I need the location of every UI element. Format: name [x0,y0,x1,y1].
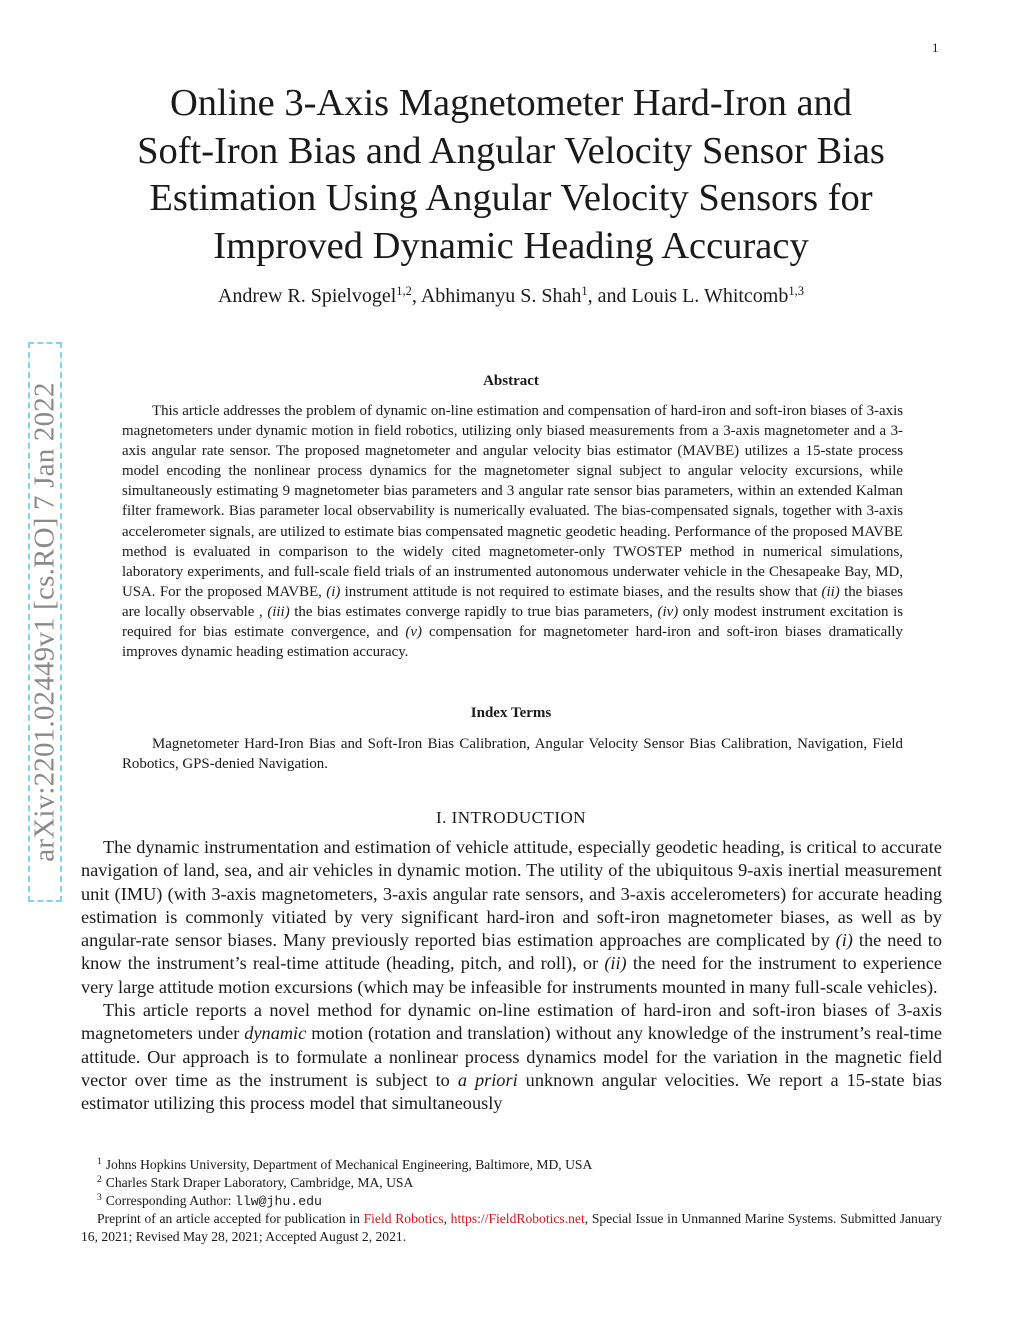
abstract-segment: This article addresses the problem of dynamic on-line estimation and compensation of hard-iron and soft-iron biases of 3-axis magnetometers under dynamic motion in field robotics, utilizing only biased measurements from a 3-axis magnetometer and a 3-axis angular rate sensor. The proposed magnetometer and angular velocity bias estimator (MAVBE) utilizes a 15-state process model encoding the nonlinear process dynamics for the magnetometer signal subject to angular velocity excursions, while simultaneously estimating 9 magnetometer bias parameters and 3 angular rate sensor bias parameters, within an extended Kalman filter framework. Bias parameter local observability is numerically evaluated. The bias-compensated signals, together with 3-axis accelerometer signals, are utilized to estimate bias compensated magnetic geodetic heading. Performance of the proposed MAVBE method is evaluated in comparison to the widely cited magnetometer-only TWOSTEP method in numerical simulations, laboratory experiments, and full-scale field trials of an instrumented autonomous underwater vehicle in the Chesapeake Bay, MD, USA. For the proposed MAVBE, [122,403,903,600]
text-segment: the need to know the instrument’s real-time attitude (heading, pitch, and roll), or [81,930,942,974]
introduction-body [81,836,942,1116]
author-separator: , [411,285,421,307]
text-segment: , Special Issue in Unmanned Marine Systems. Submitted January 16, 2021; Revised May 28, 2021; Accepted August 2, 2021. [81,1211,942,1245]
abstract-segment: the bias estimates converge rapidly to true bias parameters, [289,603,658,620]
footnote-mark: 3 [97,1192,102,1203]
emphasis: a priori [457,1069,518,1090]
section-heading-introduction [80,808,942,828]
footnote [81,1174,942,1192]
footnote-text: Corresponding Author: [105,1192,235,1208]
text-segment: the need for the instrument to experience very large attitude motion excursions (which may be infeasible for instruments mounted in many full-scale vehicles). [81,953,943,997]
math-enum: (v) [405,624,422,641]
author-name: Abhimanyu S. Shah [420,285,582,307]
section-numeral: I. I [435,808,458,827]
math-enum: (ii) [821,583,840,600]
author-list [80,283,942,309]
journal-link[interactable]: Field Robotics [363,1211,444,1227]
math-enum: (iii) [267,603,290,620]
title-line: Estimation Using Angular Velocity Sensors for [149,177,873,219]
footnote [81,1192,942,1211]
section-title: NTRODUCTION [457,808,587,827]
footnote-mark: 2 [97,1174,102,1185]
text-segment: The dynamic instrumentation and estimation of vehicle attitude, especially geodetic heading, is critical to accurate navigation of land, sea, and air vehicles in dynamic motion. The utility of the ubiquitous 9-axis inertial measurement unit (IMU) (with 3-axis magnetometers, 3-axis angular rate sensors, and 3-axis accelerometers) for accurate heading estimation is commonly vitiated by very significant hard-iron and soft-iron magnetometer biases, as well as by angular-rate sensor biases. Many previously reported bias estimation approaches are complicated by [81,837,942,951]
paragraph [81,836,942,999]
arxiv-stamp-text: arXiv:2201.02449v1 [cs.RO] 7 Jan 2022 [28,382,61,862]
text-segment: Preprint of an article accepted for publication in [97,1211,364,1227]
math-enum: (i) [835,930,853,951]
author-separator: , and [587,285,632,307]
abstract-segment: instrument attitude is not required to estimate biases, and the results show that [340,583,822,600]
author-name: Louis L. Whitcomb [631,285,789,307]
text-segment: unknown angular velocities. We report a 15-state bias estimator utilizing this process model that simultaneously [81,1069,942,1114]
emphasis: dynamic [244,1023,307,1044]
abstract-segment: the biases are locally observable , [122,583,904,620]
math-enum: (iv) [657,603,679,620]
footnote-text: Johns Hopkins University, Department of Mechanical Engineering, Baltimore, MD, USA [105,1157,593,1172]
paper-title [80,80,942,270]
preprint-note [81,1210,942,1246]
footnote [81,1156,942,1174]
math-enum: (ii) [604,953,627,974]
index-terms-text: Magnetometer Hard-Iron Bias and Soft-Iron Bias Calibration, Angular Velocity Sensor Bias Calibration, Navigation, Field Robotics, GPS-denied Navigation. [122,736,903,773]
title-line: Soft-Iron Bias and Angular Velocity Sensor Bias [137,129,885,172]
text-segment: This article reports a novel method for dynamic on-line estimation of hard-iron and soft-iron biases of 3-axis magnetometers under [81,1000,942,1044]
index-terms-heading: Index Terms [470,705,552,721]
footnote-mark: 1 [97,1157,102,1167]
paragraph [81,999,942,1115]
math-enum: (i) [326,583,341,600]
author-affiliation: 1,3 [788,284,804,298]
text-segment: , [443,1211,451,1227]
abstract-segment: only modest instrument excitation is required for bias estimate convergence, and [122,603,903,641]
author-name: Andrew R. Spielvogel [217,285,397,307]
author-affiliation: 1,2 [396,284,412,298]
title-line: Online 3-Axis Magnetometer Hard-Iron and [169,82,853,124]
footnote-text: Charles Stark Draper Laboratory, Cambridge, MA, USA [105,1174,414,1190]
abstract-text [122,401,903,662]
text-segment: motion (rotation and translation) without any knowledge of the instrument’s real-time attitude. Our approach is to formulate a nonlinear process dynamics model for the variation in the magnetic field vector over time as the instrument is subject to [81,1023,942,1090]
footnotes [81,1156,942,1246]
arxiv-stamp[interactable] [28,342,62,902]
author-affiliation: 1 [581,284,588,298]
abstract-segment: compensation for magnetometer hard-iron and soft-iron biases dramatically improves dynamic heading estimation accuracy. [122,624,903,661]
email-link[interactable]: llw@jhu.edu [234,1193,322,1209]
journal-url-link[interactable]: https://FieldRobotics.net [450,1211,585,1227]
title-line: Improved Dynamic Heading Accuracy [213,224,809,267]
page-number: 1 [932,40,939,55]
abstract-heading: Abstract [483,373,539,389]
